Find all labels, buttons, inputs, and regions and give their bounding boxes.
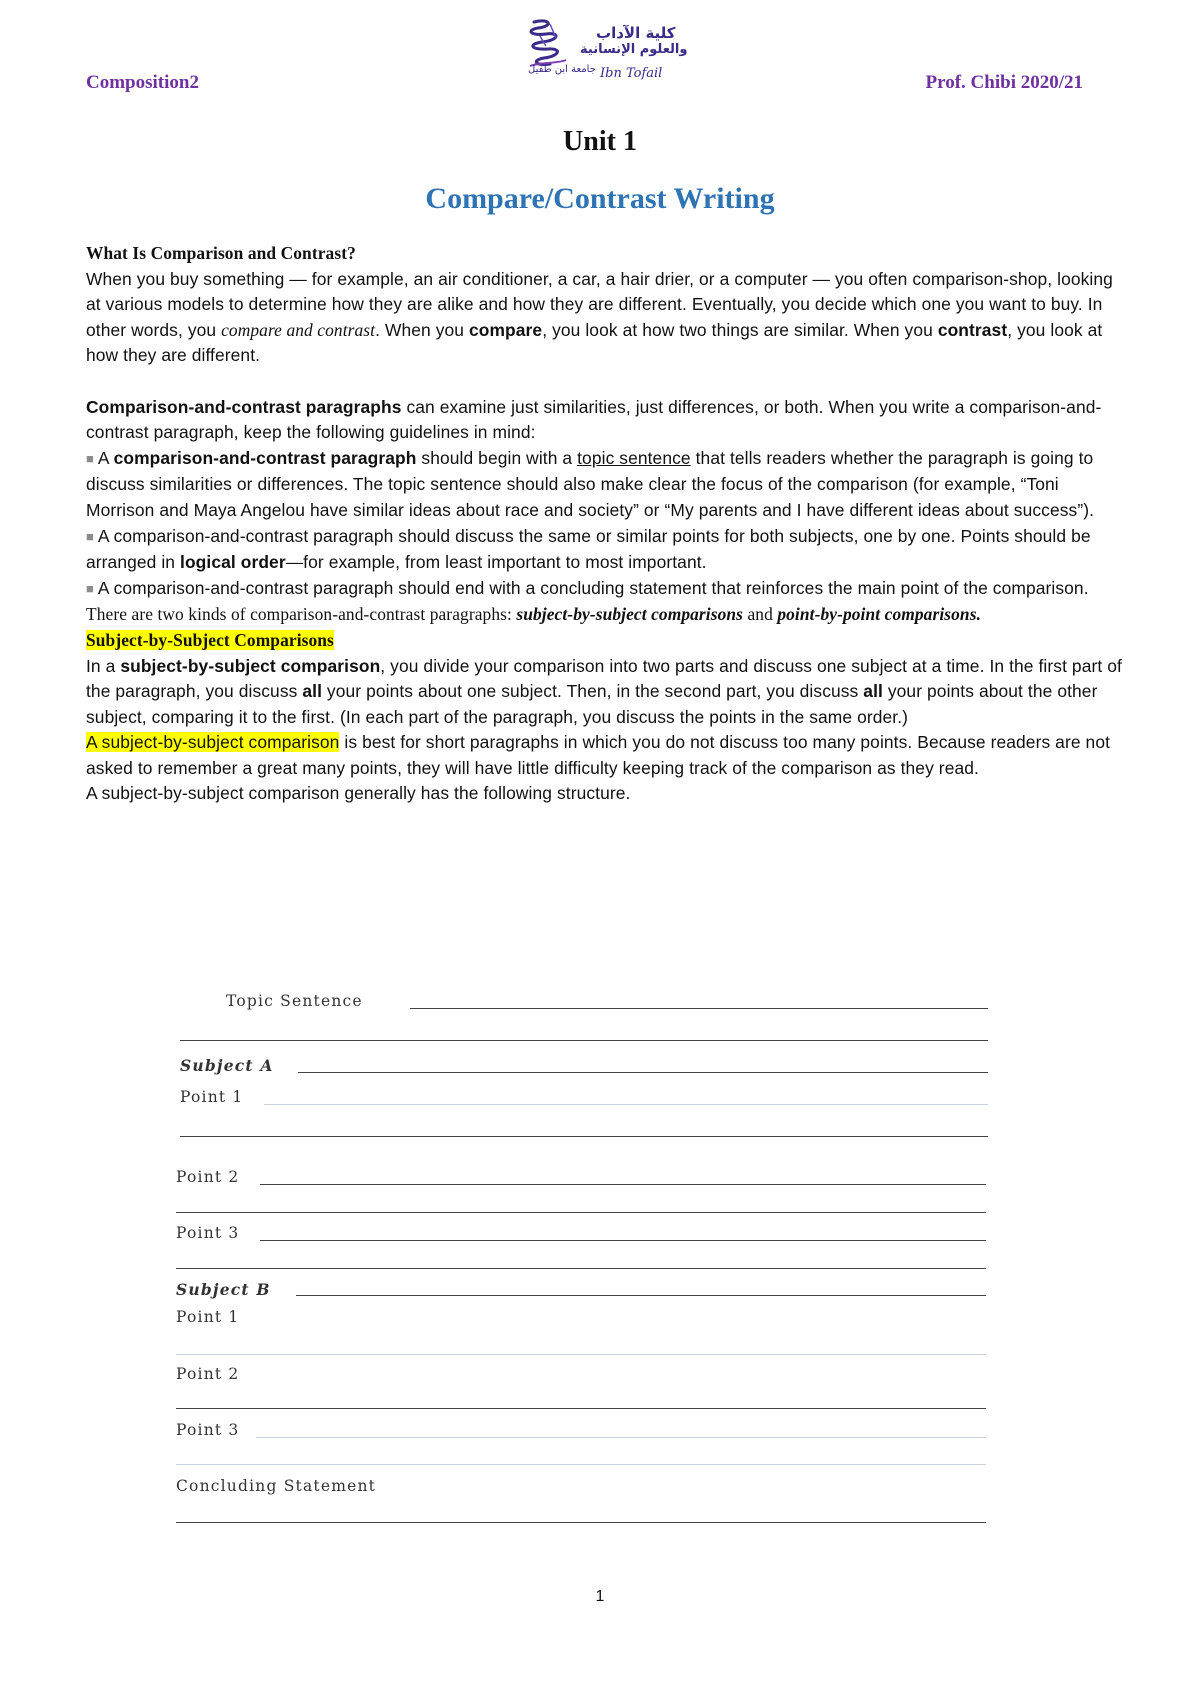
outline-b-point3-label: Point 3 [176, 1421, 240, 1439]
text-span: all [863, 681, 883, 702]
text-span: compare and contrast [221, 319, 376, 340]
text-span: . When you [375, 319, 469, 340]
outline-line [180, 1136, 988, 1137]
outline-line [296, 1295, 986, 1296]
text-span: is best for short paragraphs in which you do not discuss too many points. Because readers are not asked to remember a great many points, they will have little difficulty keeping track of the comparison as they read. [86, 732, 1111, 778]
outline-line [176, 1408, 986, 1409]
text-span: subject-by-subject comparison [120, 655, 381, 676]
outline-a-point2-label: Point 2 [176, 1168, 240, 1186]
page-title: Compare/Contrast Writing [425, 182, 775, 215]
header-course-name: Composition2 [86, 72, 199, 93]
text-span: A comparison-and-contrast paragraph should end with a concluding statement that reinforces the main point of the comparison. [93, 577, 1089, 598]
bullet-square-icon: ■ [86, 450, 94, 466]
text-span: —for example, from least important to most important. [285, 552, 707, 573]
highlighted-heading: Subject-by-Subject Comparisons [86, 629, 334, 650]
text-span: all [302, 681, 322, 702]
text-span: contrast [937, 319, 1008, 340]
text-span: your points about the other subject, comparing it to the first. (In each part of the paragraph, you discuss the points in the same order.) [86, 681, 1098, 727]
unit-title: Unit 1 [563, 126, 637, 157]
outline-line [260, 1184, 986, 1185]
outline-line [260, 1240, 986, 1241]
text-span: should begin with a [416, 447, 578, 468]
text-span: A comparison-and-contrast paragraph should discuss the same or similar points for both subjects, one by one. Points should be arranged in [86, 525, 1091, 573]
outline-line [410, 1008, 988, 1009]
text-span: that tells readers whether the paragraph is going to discuss similarities or differences. The topic sentence should also make clear the focus of the comparison (for example, “Toni Morrison and Maya Angelou have similar ideas about race and society” or “My parents and I have different ideas about success”). [86, 447, 1095, 520]
outline-concluding-label: Concluding Statement [176, 1477, 377, 1495]
logo-latin-name: Ibn Tofail [600, 66, 663, 81]
page-number: 1 [595, 1588, 605, 1605]
outline-a-point1-label: Point 1 [180, 1088, 244, 1106]
outline-line [176, 1212, 986, 1213]
outline-b-point1-label: Point 1 [176, 1308, 240, 1326]
text-span: compare [469, 319, 543, 340]
paragraph-structure-intro: A subject-by-subject comparison generally has the following structure. [86, 783, 631, 804]
text-span: comparison-and-contrast paragraph [113, 447, 417, 468]
outline-line [176, 1464, 986, 1465]
logo-arabic-line-1: كلية الآداب [596, 24, 676, 42]
outline-a-point3-label: Point 3 [176, 1224, 240, 1242]
text-span: , you look at how they are different. [86, 319, 1103, 366]
text-span: topic sentence [577, 447, 691, 468]
header-professor: Prof. Chibi 2020/21 [925, 72, 1083, 93]
outline-b-point2-label: Point 2 [176, 1365, 240, 1383]
bullet-square-icon: ■ [86, 528, 94, 544]
outline-line [180, 1040, 988, 1041]
logo-arabic-line-3: جامعة ابن طفيل [528, 64, 596, 75]
outline-subject-a-label: Subject A [180, 1056, 274, 1075]
text-span: and [743, 604, 778, 625]
bullet-square-icon: ■ [86, 580, 94, 596]
outline-topic-sentence-label: Topic Sentence [226, 992, 363, 1010]
text-span: In a [86, 655, 121, 676]
text-span: , you divide your comparison into two parts and discuss one subject at a time. In the first part of the paragraph, you discuss [86, 655, 1122, 702]
text-span: subject-by-subject comparisons [516, 604, 744, 625]
text-span: Comparison-and-contrast paragraphs [86, 396, 402, 417]
outline-line [256, 1437, 986, 1438]
outline-subject-b-label: Subject B [176, 1280, 271, 1299]
outline-line [176, 1522, 986, 1523]
text-span: logical order [180, 552, 286, 573]
logo-arabic-line-2: والعلوم الإنسانية [580, 42, 688, 57]
outline-line [298, 1072, 988, 1073]
outline-line [264, 1104, 988, 1105]
outline-line [176, 1354, 986, 1355]
outline-line [176, 1268, 986, 1269]
section-heading-what-is: What Is Comparison and Contrast? [86, 243, 356, 263]
text-span: There are two kinds of comparison-and-contrast paragraphs: [86, 604, 517, 625]
text-span: can examine just similarities, just differences, or both. When you write a comparison-and-contrast paragraph, keep the following guidelines in mind: [86, 396, 1102, 443]
text-span: point-by-point comparisons. [777, 604, 982, 625]
highlighted-text: A subject-by-subject comparison [86, 732, 340, 753]
text-span: When you buy something — for example, an air conditioner, a car, a hair drier, or a computer — you often comparison-shop, looking at various models to determine how they are alike and how they are different. Eventually, you decide which one you want to buy. In other words, you [86, 268, 1113, 340]
text-span: , you look at how two things are similar. When you [542, 319, 938, 340]
text-span: A [93, 447, 114, 468]
text-span: your points about one subject. Then, in the second part, you discuss [322, 681, 864, 702]
